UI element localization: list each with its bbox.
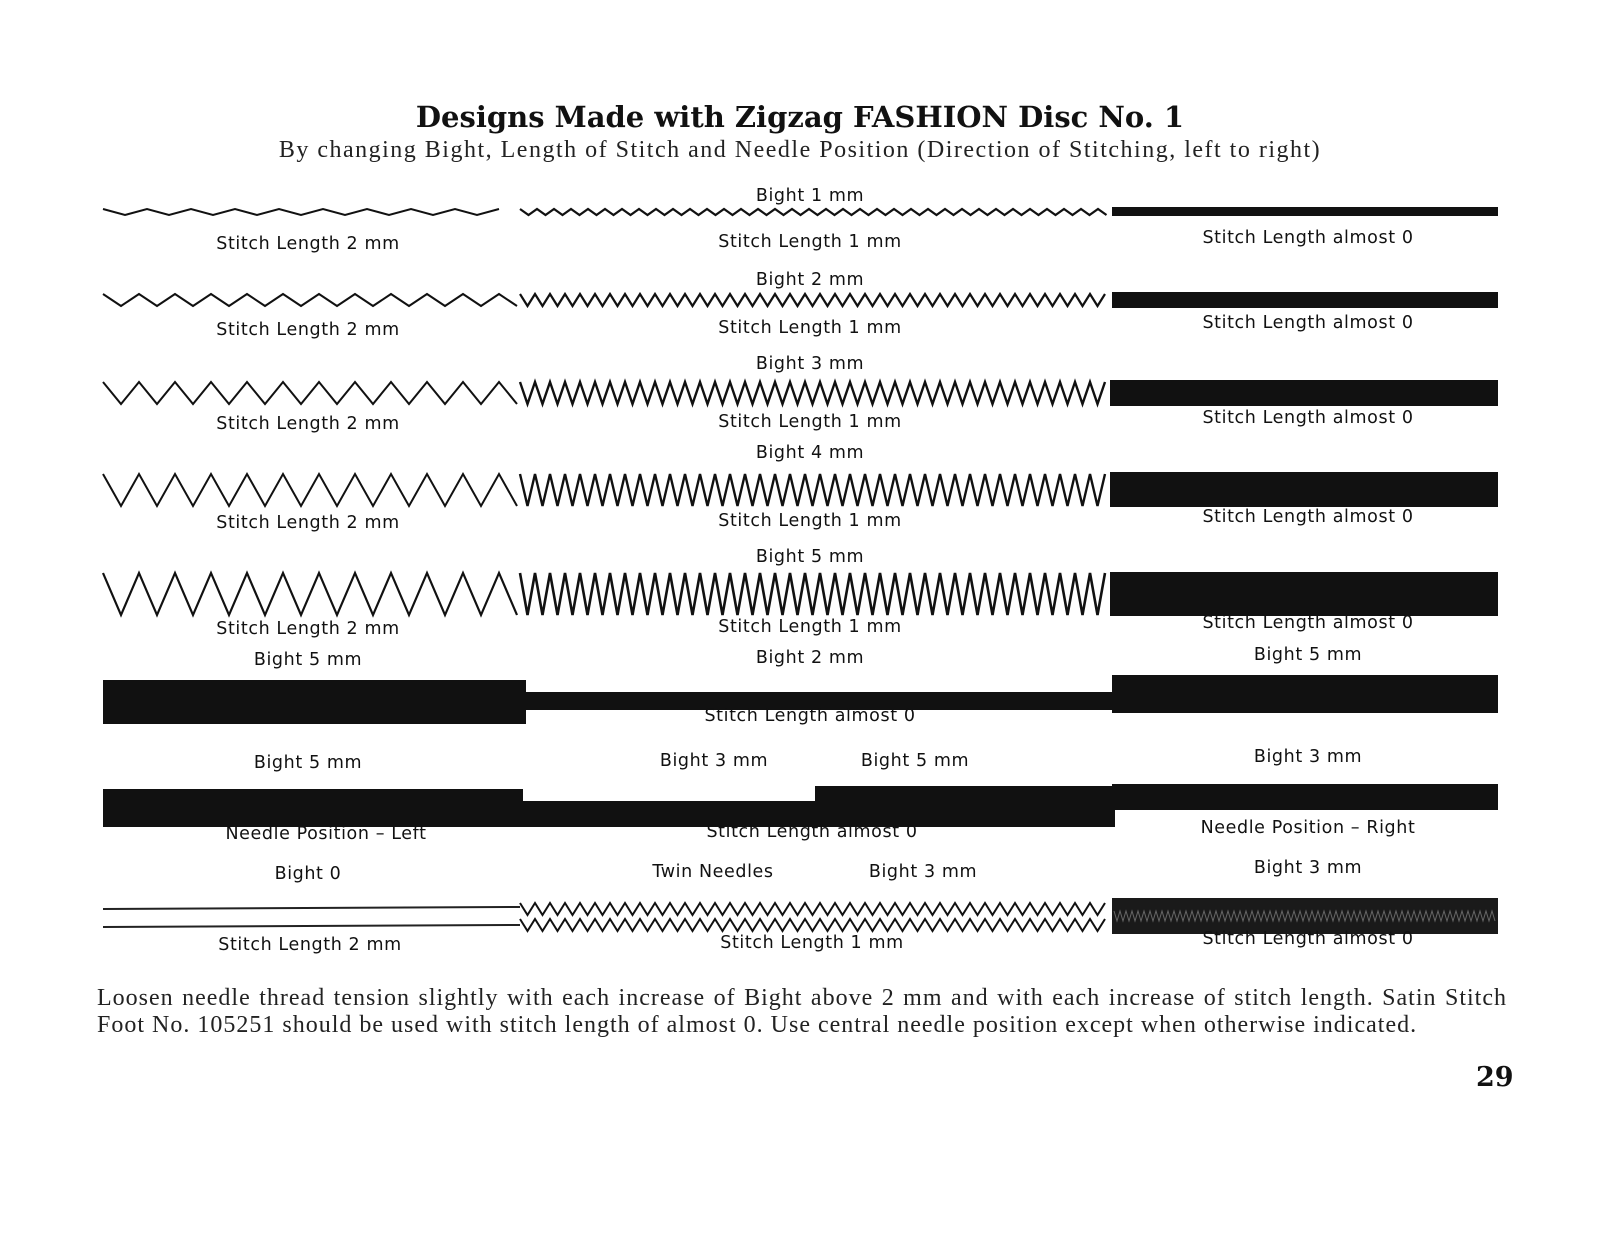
stitch-sample-row-3 <box>103 380 1498 406</box>
bight-label: Bight 2 mm <box>755 270 865 290</box>
twin-needle-zigzag-bottom <box>520 919 1105 931</box>
satin-stitch-bar <box>1110 572 1498 616</box>
zigzag-stitch-1mm <box>520 573 1105 615</box>
zigzag-stitch-2mm <box>103 209 499 215</box>
stitch-length-label: Stitch Length almost 0 <box>1202 507 1414 527</box>
zigzag-stitch-1mm <box>520 209 1107 215</box>
twin-needle-zigzag-top <box>520 903 1105 915</box>
satin-stitch-bar <box>1110 380 1498 406</box>
zigzag-stitch-2mm <box>103 474 517 506</box>
satin-stitch-bar <box>1112 207 1498 216</box>
satin-stitch-bar <box>1112 292 1498 308</box>
stitch-length-label: Stitch Length 2 mm <box>216 234 400 254</box>
straight-stitch-top <box>103 907 520 909</box>
bight-label: Bight 5 mm <box>1253 645 1363 665</box>
stitch-length-label: Stitch Length almost 0 <box>706 822 918 842</box>
stitch-length-label: Stitch Length 2 mm <box>216 414 400 434</box>
bight-label: Bight 0 <box>274 864 342 884</box>
bight-label: Bight 5 mm <box>253 753 363 773</box>
straight-stitch-bottom <box>103 925 520 927</box>
stitch-length-label: Stitch Length 2 mm <box>216 513 400 533</box>
bight-label: Bight 3 mm <box>868 862 978 882</box>
satin-stitch-bar-wide <box>815 786 1115 827</box>
stitch-length-label: Stitch Length 1 mm <box>718 232 902 252</box>
stitch-length-label: Stitch Length 1 mm <box>720 933 904 953</box>
needle-position-label: Needle Position – Left <box>225 824 427 844</box>
satin-stitch-bar <box>1110 472 1498 507</box>
bight-label: Bight 5 mm <box>755 547 865 567</box>
bight-label: Bight 2 mm <box>755 648 865 668</box>
page-title: Designs Made with Zigzag FASHION Disc No. 1 <box>415 100 1185 134</box>
stitch-length-label: Stitch Length 2 mm <box>218 935 402 955</box>
bight-label: Bight 1 mm <box>755 186 865 206</box>
zigzag-stitch-1mm <box>520 294 1105 306</box>
stitch-length-label: Stitch Length almost 0 <box>1202 408 1414 428</box>
satin-stitch-bar-wide <box>1112 675 1498 713</box>
bight-label: Bight 4 mm <box>755 443 865 463</box>
stitch-length-label: Stitch Length almost 0 <box>1202 929 1414 949</box>
stitch-length-label: Stitch Length 2 mm <box>216 320 400 340</box>
stitch-length-label: Stitch Length almost 0 <box>1202 228 1414 248</box>
stitch-length-label: Stitch Length almost 0 <box>704 706 916 726</box>
zigzag-stitch-2mm <box>103 382 517 404</box>
bight-label: Bight 5 mm <box>860 751 970 771</box>
zigzag-stitch-2mm <box>103 573 517 615</box>
bight-label: Bight 5 mm <box>253 650 363 670</box>
zigzag-stitch-1mm <box>520 382 1105 404</box>
twin-needles-label: Twin Needles <box>652 862 774 882</box>
stitch-length-label: Stitch Length almost 0 <box>1202 613 1414 633</box>
stitch-length-label: Stitch Length 1 mm <box>718 318 902 338</box>
bight-label: Bight 3 mm <box>1253 747 1363 767</box>
stitch-sample-row-2 <box>103 292 1498 308</box>
zigzag-stitch-1mm <box>520 474 1105 506</box>
stitch-sample-row-1 <box>103 207 1498 216</box>
zigzag-stitch-2mm <box>103 294 517 306</box>
page-number: 29 <box>1476 1062 1514 1093</box>
stitch-length-label: Stitch Length 1 mm <box>718 412 902 432</box>
stitch-length-label: Stitch Length 2 mm <box>216 619 400 639</box>
bight-label: Bight 3 mm <box>1253 858 1363 878</box>
footer-note: Loosen needle thread tension slightly with each increase of Bight above 2 mm and with each increase of stitch length. Satin Stitch Foot No. 105251 should be used with stitch length of almost 0. Use central needle position except when otherwise indicated. <box>97 985 1507 1038</box>
page-subtitle: By changing Bight, Length of Stitch and Needle Position (Direction of Stitching, left to right) <box>278 137 1322 163</box>
stitch-sample-row-4 <box>103 472 1498 507</box>
satin-stitch-bar-wide <box>103 680 526 724</box>
stitch-sample-row-5 <box>103 572 1498 616</box>
bight-label: Bight 3 mm <box>659 751 769 771</box>
stitch-length-label: Stitch Length 1 mm <box>718 511 902 531</box>
needle-position-label: Needle Position – Right <box>1200 818 1416 838</box>
stitch-length-label: Stitch Length 1 mm <box>718 617 902 637</box>
stitch-length-label: Stitch Length almost 0 <box>1202 313 1414 333</box>
satin-stitch-bar-left <box>103 789 523 827</box>
bight-label: Bight 3 mm <box>755 354 865 374</box>
satin-stitch-bar-right <box>1112 784 1498 810</box>
